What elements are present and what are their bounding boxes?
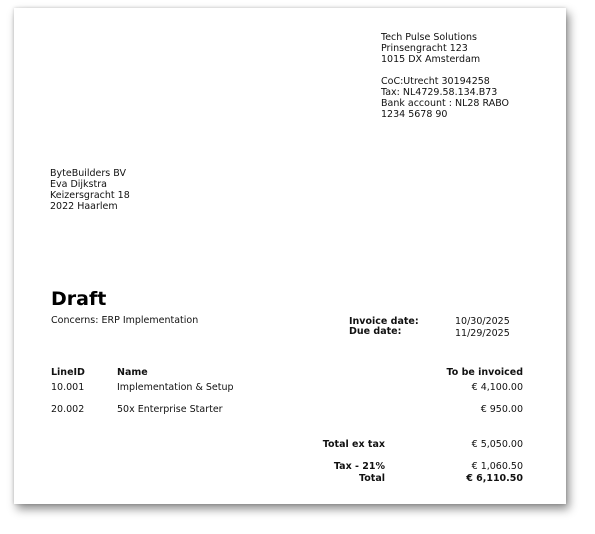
- due-date-value: 11/29/2025: [455, 328, 510, 339]
- sender-spacer: [381, 65, 509, 76]
- line-item-amount: € 950.00: [480, 404, 523, 415]
- sender-bank-line2: 1234 5678 90: [381, 109, 448, 120]
- column-header-lineid: LineID: [51, 367, 85, 378]
- document-title: Draft: [51, 288, 107, 310]
- sender-company: Tech Pulse Solutions: [381, 32, 477, 43]
- sender-city: 1015 DX Amsterdam: [381, 54, 481, 65]
- line-item-name: 50x Enterprise Starter: [117, 404, 223, 415]
- recipient-company: ByteBuilders BV: [50, 168, 126, 179]
- total-ex-tax-label: Total ex tax: [322, 439, 385, 450]
- total-ex-tax-value: € 5,050.00: [471, 439, 523, 450]
- invoice-document: [14, 8, 566, 504]
- sender-street: Prinsengracht 123: [381, 43, 468, 54]
- line-item-id: 10.001: [51, 382, 85, 393]
- line-item-name: Implementation & Setup: [117, 382, 234, 393]
- line-item-id: 20.002: [51, 404, 85, 415]
- grand-total-label: Total: [359, 473, 385, 484]
- line-item-amount: € 4,100.00: [471, 382, 523, 393]
- concerns-line: Concerns: ERP Implementation: [51, 315, 199, 326]
- column-header-amount: To be invoiced: [446, 367, 523, 378]
- column-header-name: Name: [117, 367, 148, 378]
- recipient-city: 2022 Haarlem: [50, 201, 118, 212]
- sender-coc: CoC:Utrecht 30194258: [381, 76, 490, 87]
- sender-address-block: [381, 32, 509, 120]
- due-date-label: Due date:: [349, 326, 402, 337]
- grand-total-value: € 6,110.50: [466, 473, 523, 484]
- invoice-date-label: Invoice date:: [349, 316, 419, 327]
- recipient-contact: Eva Dijkstra: [50, 179, 107, 190]
- recipient-address-block: [50, 168, 130, 212]
- sender-tax: Tax: NL4729.58.134.B73: [381, 87, 498, 98]
- sender-bank-line1: Bank account : NL28 RABO: [381, 98, 510, 109]
- tax-value: € 1,060.50: [471, 461, 523, 472]
- recipient-street: Keizersgracht 18: [50, 190, 130, 201]
- invoice-date-value: 10/30/2025: [455, 316, 510, 327]
- tax-label: Tax - 21%: [333, 461, 385, 472]
